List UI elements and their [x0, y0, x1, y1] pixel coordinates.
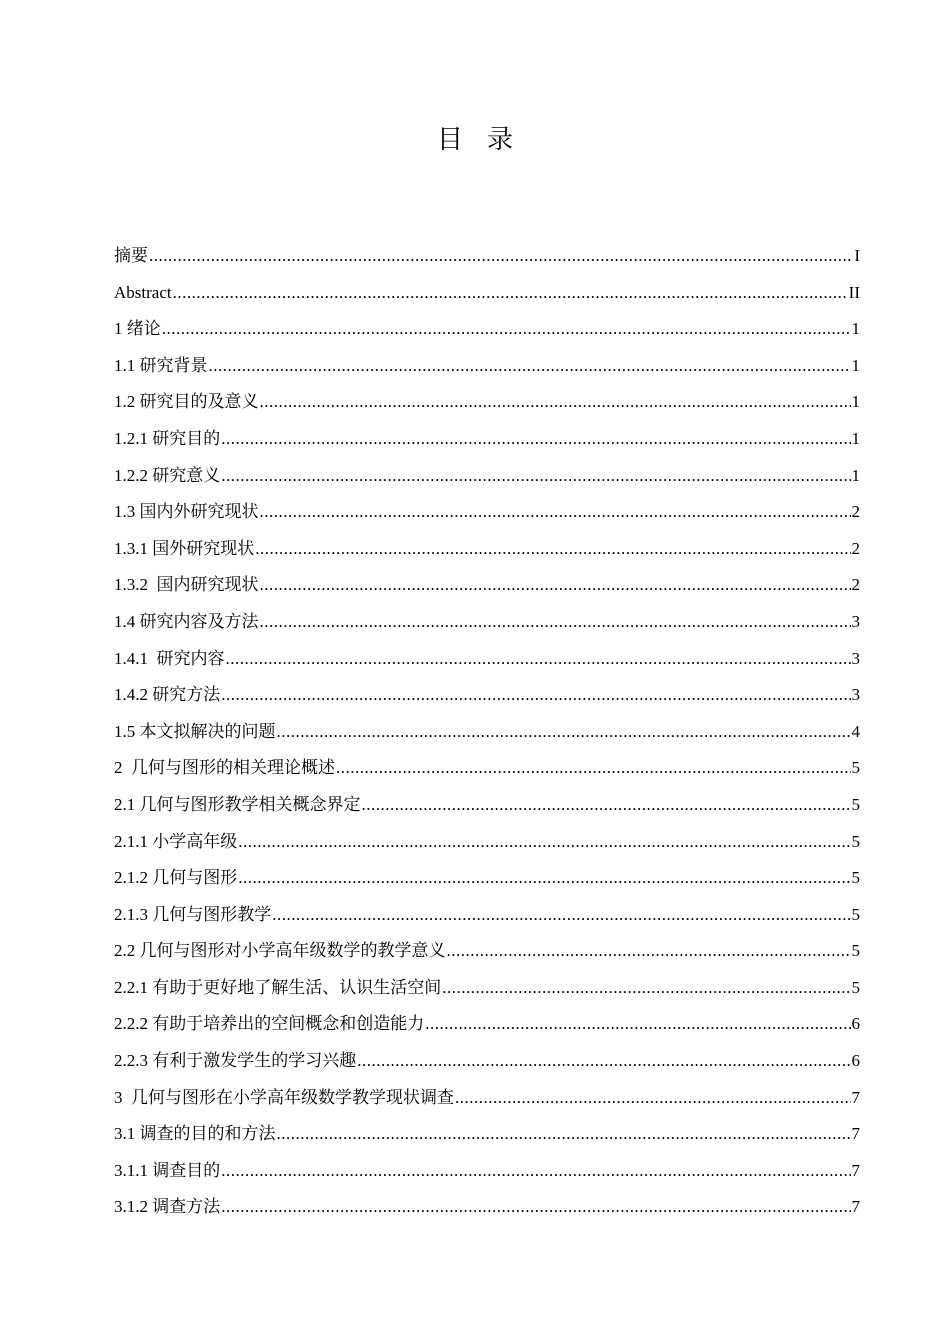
page-title: 目录	[436, 125, 537, 155]
toc-entry-page-number: 5	[851, 977, 860, 997]
toc-entry[interactable]	[114, 1006, 860, 1043]
toc-entry-page-number: 1	[851, 319, 860, 339]
table-of-contents	[114, 238, 860, 1226]
toc-entry-label: 1.5 本文拟解决的问题	[114, 721, 276, 741]
toc-entry-label: 2 几何与图形的相关理论概述	[114, 758, 335, 778]
toc-entry-page-number: 5	[851, 941, 860, 961]
toc-entry[interactable]	[114, 897, 860, 934]
toc-entry-label: 1.3.2 国内研究现状	[114, 575, 259, 595]
toc-entry-page-number: 3	[851, 648, 860, 668]
toc-entry[interactable]	[114, 714, 860, 751]
toc-entry-label: 2.1.3 几何与图形教学	[114, 904, 272, 924]
toc-entry-label: 2.1 几何与图形教学相关概念界定	[114, 794, 361, 814]
toc-entry[interactable]	[114, 238, 860, 275]
toc-entry-label: 3 几何与图形在小学高年级数学教学现状调查	[114, 1087, 454, 1107]
toc-dot-leader	[149, 238, 853, 275]
toc-entry[interactable]	[114, 641, 860, 678]
toc-entry-page-number: 1	[851, 355, 860, 375]
toc-entry-label: 1.4 研究内容及方法	[114, 611, 259, 631]
toc-entry-page-number: 6	[851, 1051, 860, 1071]
toc-dot-leader	[272, 897, 850, 934]
toc-dot-leader	[455, 1080, 851, 1117]
toc-entry-page-number: 7	[851, 1124, 860, 1144]
toc-entry-page-number: 1	[851, 465, 860, 485]
toc-entry-page-number: 3	[851, 685, 860, 705]
toc-entry[interactable]	[114, 1116, 860, 1153]
toc-entry-label: 1.1 研究背景	[114, 355, 208, 375]
toc-entry-page-number: 5	[851, 794, 860, 814]
toc-entry[interactable]	[114, 970, 860, 1007]
toc-entry-label: 1.3.1 国外研究现状	[114, 538, 255, 558]
toc-entry-page-number: 2	[851, 575, 860, 595]
toc-dot-leader	[226, 641, 851, 678]
toc-dot-leader	[162, 311, 851, 348]
toc-entry-page-number: I	[854, 246, 860, 265]
toc-entry-label: 2.1.1 小学高年级	[114, 831, 238, 851]
toc-entry[interactable]	[114, 1080, 860, 1117]
toc-entry-page-number: 5	[851, 904, 860, 924]
toc-dot-leader	[277, 714, 851, 751]
toc-dot-leader	[221, 421, 850, 458]
toc-dot-leader	[221, 458, 850, 495]
toc-entry-page-number: 7	[851, 1160, 860, 1180]
toc-dot-leader	[221, 677, 850, 714]
toc-entry[interactable]	[114, 348, 860, 385]
toc-dot-leader	[260, 384, 851, 421]
toc-entry[interactable]	[114, 1153, 860, 1190]
toc-entry-label: 2.2.1 有助于更好地了解生活、认识生活空间	[114, 977, 442, 997]
toc-entry-page-number: 5	[851, 868, 860, 888]
toc-entry[interactable]	[114, 933, 860, 970]
toc-entry[interactable]	[114, 275, 860, 312]
toc-dot-leader	[221, 1153, 850, 1190]
toc-entry[interactable]	[114, 384, 860, 421]
toc-dot-leader	[255, 531, 850, 568]
toc-entry-page-number: 5	[851, 758, 860, 778]
toc-entry[interactable]	[114, 531, 860, 568]
toc-dot-leader	[260, 567, 851, 604]
toc-entry-label: Abstract	[114, 282, 172, 302]
toc-dot-leader	[362, 787, 851, 824]
toc-entry-page-number: 1	[851, 392, 860, 412]
toc-entry-label: 2.2 几何与图形对小学高年级数学的教学意义	[114, 941, 446, 961]
toc-entry-label: 3.1 调查的目的和方法	[114, 1124, 276, 1144]
toc-entry[interactable]	[114, 421, 860, 458]
toc-entry[interactable]	[114, 604, 860, 641]
toc-entry-page-number: II	[848, 282, 860, 302]
toc-entry-page-number: 1	[851, 428, 860, 448]
toc-dot-leader	[260, 494, 851, 531]
toc-dot-leader	[336, 750, 851, 787]
toc-dot-leader	[447, 933, 851, 970]
toc-entry-page-number: 2	[851, 538, 860, 558]
toc-dot-leader	[357, 1043, 850, 1080]
toc-entry-label: 3.1.1 调查目的	[114, 1160, 221, 1180]
toc-dot-leader	[238, 860, 850, 897]
toc-entry[interactable]	[114, 1043, 860, 1080]
toc-entry-label: 1.2 研究目的及意义	[114, 392, 259, 412]
toc-dot-leader	[442, 970, 850, 1007]
toc-entry-page-number: 3	[851, 611, 860, 631]
toc-entry[interactable]	[114, 1189, 860, 1226]
toc-entry[interactable]	[114, 750, 860, 787]
toc-entry-label: 1.3 国内外研究现状	[114, 502, 259, 522]
toc-entry[interactable]	[114, 494, 860, 531]
toc-dot-leader	[425, 1006, 850, 1043]
toc-entry[interactable]	[114, 458, 860, 495]
toc-entry[interactable]	[114, 787, 860, 824]
toc-entry[interactable]	[114, 567, 860, 604]
toc-dot-leader	[209, 348, 851, 385]
toc-entry-label: 摘要	[114, 246, 148, 265]
toc-entry-label: 1.4.1 研究内容	[114, 648, 225, 668]
toc-dot-leader	[221, 1189, 850, 1226]
toc-dot-leader	[277, 1116, 851, 1153]
toc-entry-page-number: 7	[851, 1197, 860, 1217]
toc-dot-leader	[238, 824, 850, 861]
toc-dot-leader	[173, 275, 848, 312]
toc-entry-label: 1.2.1 研究目的	[114, 428, 221, 448]
toc-entry-page-number: 5	[851, 831, 860, 851]
toc-entry-label: 1.2.2 研究意义	[114, 465, 221, 485]
toc-entry-page-number: 2	[851, 502, 860, 522]
toc-entry-label: 2.2.2 有助于培养出的空间概念和创造能力	[114, 1014, 425, 1034]
toc-entry[interactable]	[114, 860, 860, 897]
toc-entry[interactable]	[114, 824, 860, 861]
toc-entry-label: 1.4.2 研究方法	[114, 685, 221, 705]
toc-entry[interactable]	[114, 677, 860, 714]
toc-entry-page-number: 6	[851, 1014, 860, 1034]
toc-entry-page-number: 7	[851, 1087, 860, 1107]
toc-dot-leader	[260, 604, 851, 641]
toc-entry-label: 1 绪论	[114, 319, 161, 339]
toc-entry-label: 3.1.2 调查方法	[114, 1197, 221, 1217]
toc-entry[interactable]	[114, 311, 860, 348]
toc-entry-label: 2.2.3 有利于激发学生的学习兴趣	[114, 1051, 357, 1071]
toc-entry-page-number: 4	[851, 721, 860, 741]
toc-entry-label: 2.1.2 几何与图形	[114, 868, 238, 888]
